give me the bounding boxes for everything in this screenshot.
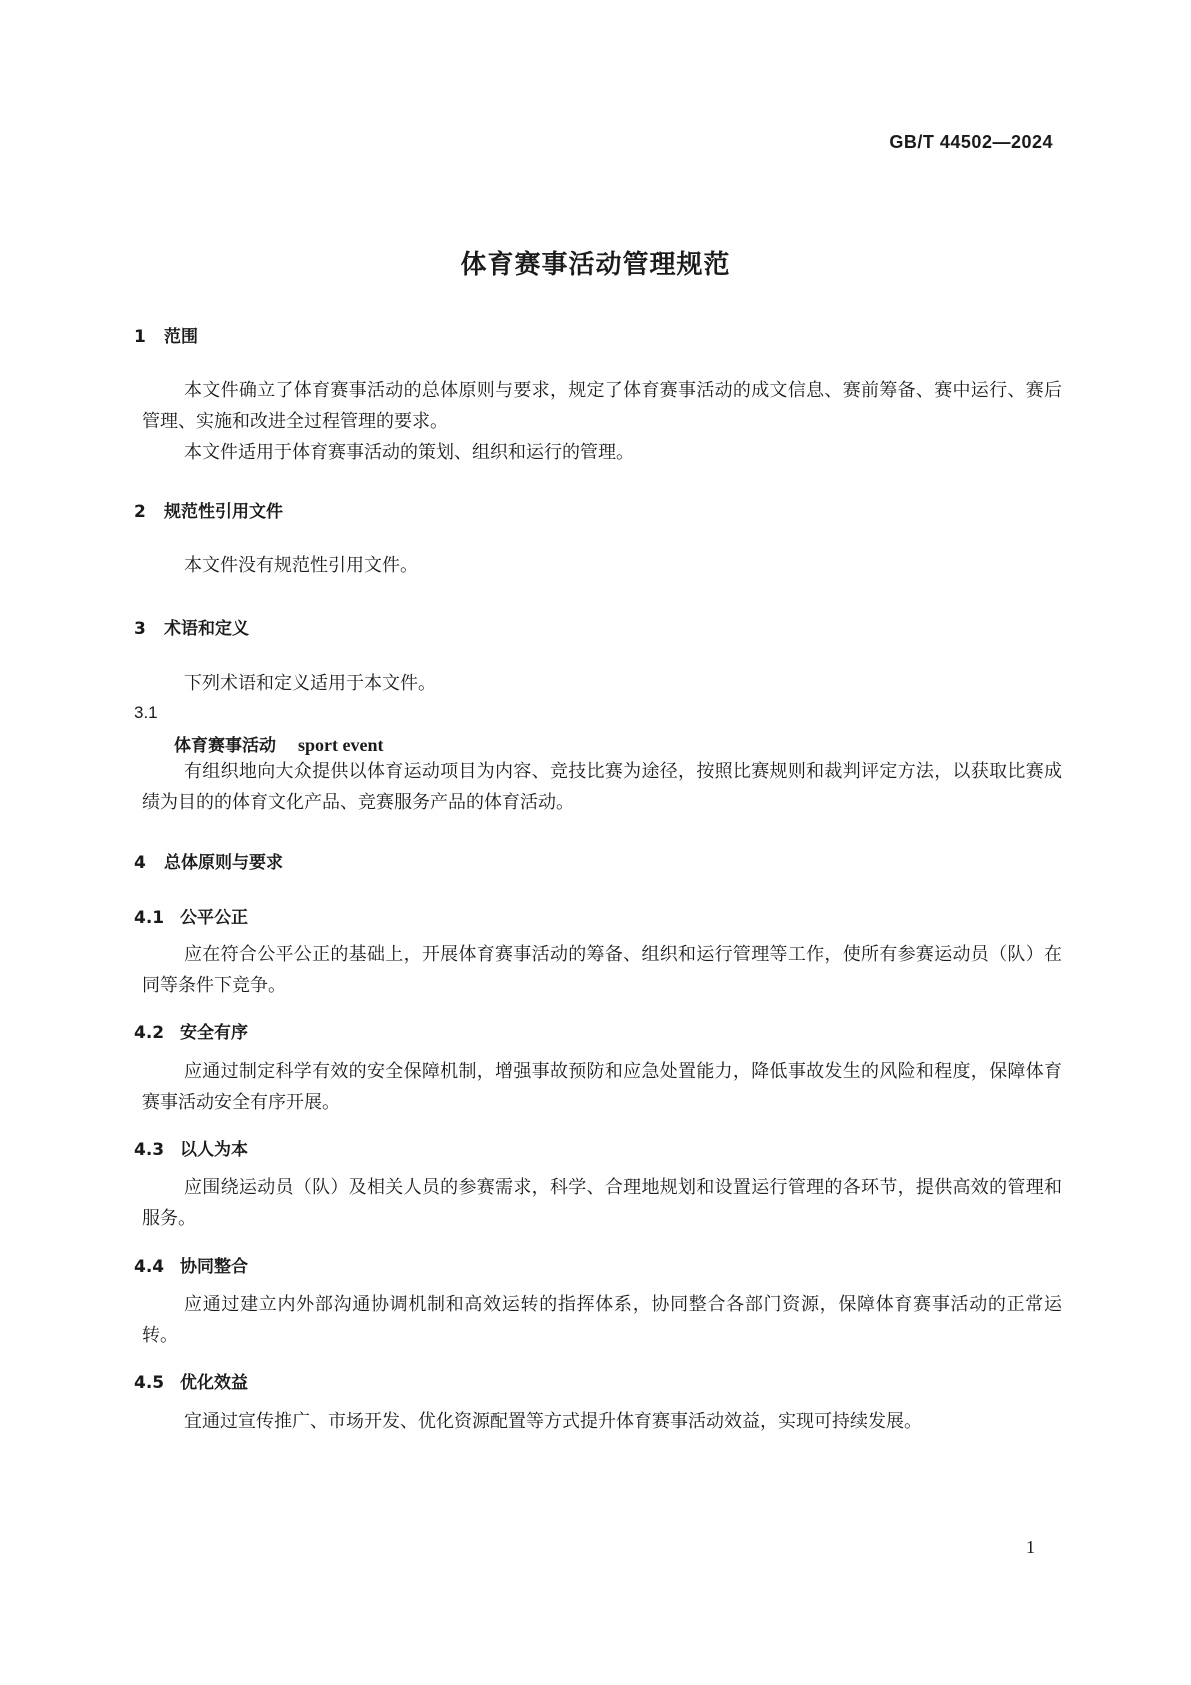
section-number: 1	[134, 327, 146, 347]
subsection-4-1-heading	[134, 903, 248, 928]
section-title: 术语和定义	[164, 619, 249, 639]
paragraph: 应通过建立内外部沟通协调机制和高效运转的指挥体系，协同整合各部门资源，保障体育赛事活动的正常运转。	[142, 1294, 1062, 1346]
subsection-title: 优化效益	[180, 1373, 248, 1393]
section-2-body	[142, 550, 1062, 581]
section-number: 4	[134, 853, 146, 873]
term-definition	[142, 756, 1062, 818]
term-number: 3.1	[134, 703, 158, 722]
paragraph: 有组织地向大众提供以体育运动项目为内容、竞技比赛为途径，按照比赛规则和裁判评定方法，以获取比赛成绩为目的的体育文化产品、竞赛服务产品的体育活动。	[142, 761, 1062, 813]
subsection-number: 4.5	[134, 1373, 165, 1393]
paragraph: 应围绕运动员（队）及相关人员的参赛需求，科学、合理地规划和设置运行管理的各环节，提供高效的管理和服务。	[142, 1177, 1062, 1229]
subsection-4-5-heading	[134, 1368, 248, 1393]
section-title: 规范性引用文件	[164, 502, 283, 522]
paragraph: 下列术语和定义适用于本文件。	[184, 673, 436, 694]
subsection-title: 公平公正	[180, 908, 248, 928]
subsection-4-4-heading	[134, 1252, 248, 1277]
section-3-intro	[142, 668, 1062, 699]
section-number: 2	[134, 502, 146, 522]
paragraph: 本文件适用于体育赛事活动的策划、组织和运行的管理。	[184, 442, 634, 463]
subsection-4-4-body	[142, 1289, 1062, 1351]
subsection-4-2-body	[142, 1056, 1062, 1118]
standard-number: GB/T 44502—2024	[889, 132, 1053, 152]
subsection-4-3-heading	[134, 1135, 248, 1160]
paragraph: 宜通过宣传推广、市场开发、优化资源配置等方式提升体育赛事活动效益，实现可持续发展。	[184, 1411, 922, 1432]
section-1-heading	[134, 322, 198, 347]
subsection-title: 以人为本	[180, 1140, 248, 1160]
subsection-number: 4.1	[134, 908, 165, 928]
section-number: 3	[134, 619, 146, 639]
document-title: 体育赛事活动管理规范	[460, 250, 731, 280]
term-entry	[174, 731, 383, 756]
section-3-heading	[134, 614, 249, 639]
term-english: sport event	[298, 735, 384, 755]
section-1-body	[142, 375, 1062, 468]
paragraph: 应在符合公平公正的基础上，开展体育赛事活动的筹备、组织和运行管理等工作，使所有参赛运动员（队）在同等条件下竞争。	[142, 944, 1062, 996]
term-chinese: 体育赛事活动	[174, 736, 276, 756]
subsection-4-3-body	[142, 1172, 1062, 1234]
section-title: 总体原则与要求	[164, 853, 283, 873]
subsection-number: 4.3	[134, 1140, 165, 1160]
subsection-4-5-body	[142, 1406, 1062, 1437]
section-2-heading	[134, 497, 283, 522]
page-number: 1	[1026, 1537, 1035, 1557]
subsection-number: 4.4	[134, 1257, 165, 1277]
section-4-heading	[134, 848, 283, 873]
subsection-title: 安全有序	[180, 1023, 248, 1043]
subsection-number: 4.2	[134, 1023, 165, 1043]
paragraph: 本文件没有规范性引用文件。	[184, 555, 418, 576]
section-title: 范围	[164, 327, 198, 347]
subsection-4-1-body	[142, 939, 1062, 1001]
paragraph: 应通过制定科学有效的安全保障机制，增强事故预防和应急处置能力，降低事故发生的风险和程度，保障体育赛事活动安全有序开展。	[142, 1061, 1062, 1113]
paragraph: 本文件确立了体育赛事活动的总体原则与要求，规定了体育赛事活动的成文信息、赛前筹备、赛中运行、赛后管理、实施和改进全过程管理的要求。	[142, 380, 1062, 432]
subsection-title: 协同整合	[180, 1257, 248, 1277]
subsection-4-2-heading	[134, 1018, 248, 1043]
